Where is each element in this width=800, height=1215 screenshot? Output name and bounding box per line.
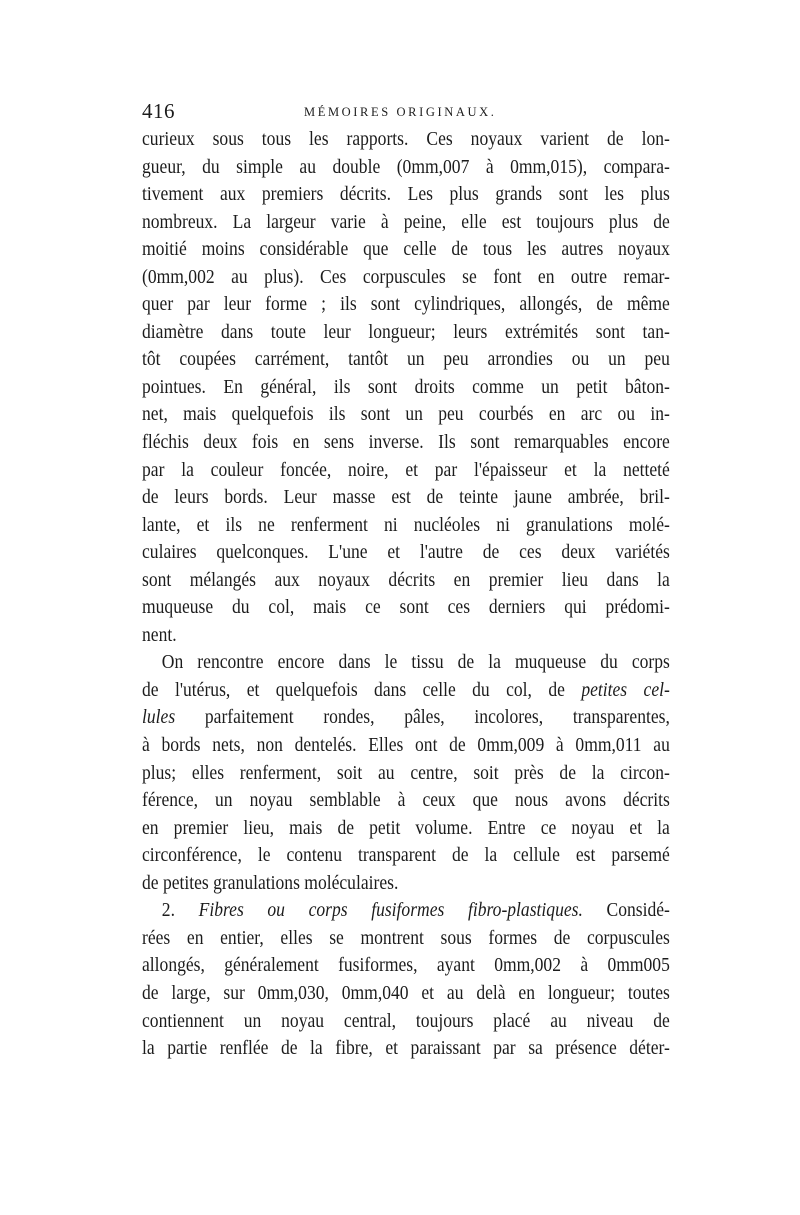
text-line: en premier lieu, mais de petit volume. Entre ce noyau et la bbox=[142, 817, 670, 839]
body-text bbox=[142, 126, 670, 1063]
text-line: à bords nets, non dentelés. Elles ont de 0mm,009 à 0mm,011 au bbox=[142, 735, 670, 757]
text-line: diamètre dans toute leur longueur; leurs extrémités sont tan- bbox=[142, 321, 670, 343]
text-segment: Considé- bbox=[606, 900, 670, 922]
text-line: lante, et ils ne renferment ni nucléoles ni granulations molé- bbox=[142, 514, 670, 536]
text-line: rées en entier, elles se montrent sous formes de corpuscules bbox=[142, 927, 670, 949]
text-line: par la couleur foncée, noire, et par l'épaisseur et la netteté bbox=[142, 459, 670, 481]
text-line: la partie renflée de la fibre, et paraissant par sa présence déter- bbox=[142, 1038, 670, 1060]
running-title: MÉMOIRES ORIGINAUX. bbox=[304, 105, 497, 119]
text-line: de petites granulations moléculaires. bbox=[142, 872, 399, 894]
text-line: nombreux. La largeur varie à peine, elle est toujours plus de bbox=[142, 211, 670, 233]
text-segment: de l'utérus, et quelquefois dans celle du col, de bbox=[142, 679, 565, 701]
text-line: allongés, généralement fusiformes, ayant 0mm,002 à 0mm005 bbox=[142, 955, 670, 977]
text-line: plus; elles renferment, soit au centre, soit près de la circon- bbox=[142, 762, 670, 784]
text-line: tivement aux premiers décrits. Les plus grands sont les plus bbox=[142, 184, 670, 206]
page-number: 416 bbox=[142, 99, 175, 123]
italic-term: petites cel- bbox=[581, 679, 670, 701]
text-line: pointues. En général, ils sont droits comme un petit bâton- bbox=[142, 376, 670, 398]
text-line bbox=[142, 897, 670, 925]
text-line: moitié moins considérable que celle de tous les autres noyaux bbox=[142, 239, 670, 261]
text-line bbox=[142, 704, 670, 732]
text-line: contiennent un noyau central, toujours placé au niveau de bbox=[142, 1010, 670, 1032]
text-segment: parfaitement rondes, pâles, incolores, transparentes, bbox=[204, 707, 670, 729]
text-line: de large, sur 0mm,030, 0mm,040 et au delà en longueur; toutes bbox=[142, 982, 670, 1004]
text-line: culaires quelconques. L'une et l'autre de ces deux variétés bbox=[142, 542, 670, 564]
text-line: nent. bbox=[142, 624, 177, 646]
text-line: de leurs bords. Leur masse est de teinte jaune ambrée, bril- bbox=[142, 487, 670, 509]
section-number: 2. bbox=[161, 900, 175, 922]
text-line: quer par leur forme ; ils sont cylindriques, allongés, de même bbox=[142, 294, 670, 316]
text-segment: On rencontre encore dans le tissu de la muqueuse du corps bbox=[161, 652, 670, 674]
text-line: sont mélangés aux noyaux décrits en premier lieu dans la bbox=[142, 569, 670, 591]
text-line: (0mm,002 au plus). Ces corpuscules se font en outre remar- bbox=[142, 266, 670, 288]
text-line bbox=[142, 677, 670, 705]
text-line: net, mais quelquefois ils sont un peu courbés en arc ou in- bbox=[142, 404, 670, 426]
text-line bbox=[142, 649, 670, 677]
text-line: gueur, du simple au double (0mm,007 à 0mm,015), compara- bbox=[142, 156, 670, 178]
text-line: fléchis deux fois en sens inverse. Ils sont remarquables encore bbox=[142, 432, 670, 454]
italic-term: lules bbox=[142, 707, 176, 729]
text-line: férence, un noyau semblable à ceux que nous avons décrits bbox=[142, 790, 670, 812]
section-heading: Fibres ou corps fusiformes fibro-plastiques. bbox=[198, 900, 583, 922]
text-line: circonférence, le contenu transparent de la cellule est parsemé bbox=[142, 845, 670, 867]
running-head bbox=[142, 99, 670, 123]
text-line: curieux sous tous les rapports. Ces noyaux varient de lon- bbox=[142, 129, 670, 150]
text-line: tôt coupées carrément, tantôt un peu arrondies ou un peu bbox=[142, 349, 670, 371]
text-line: muqueuse du col, mais ce sont ces derniers qui prédomi- bbox=[142, 597, 670, 619]
